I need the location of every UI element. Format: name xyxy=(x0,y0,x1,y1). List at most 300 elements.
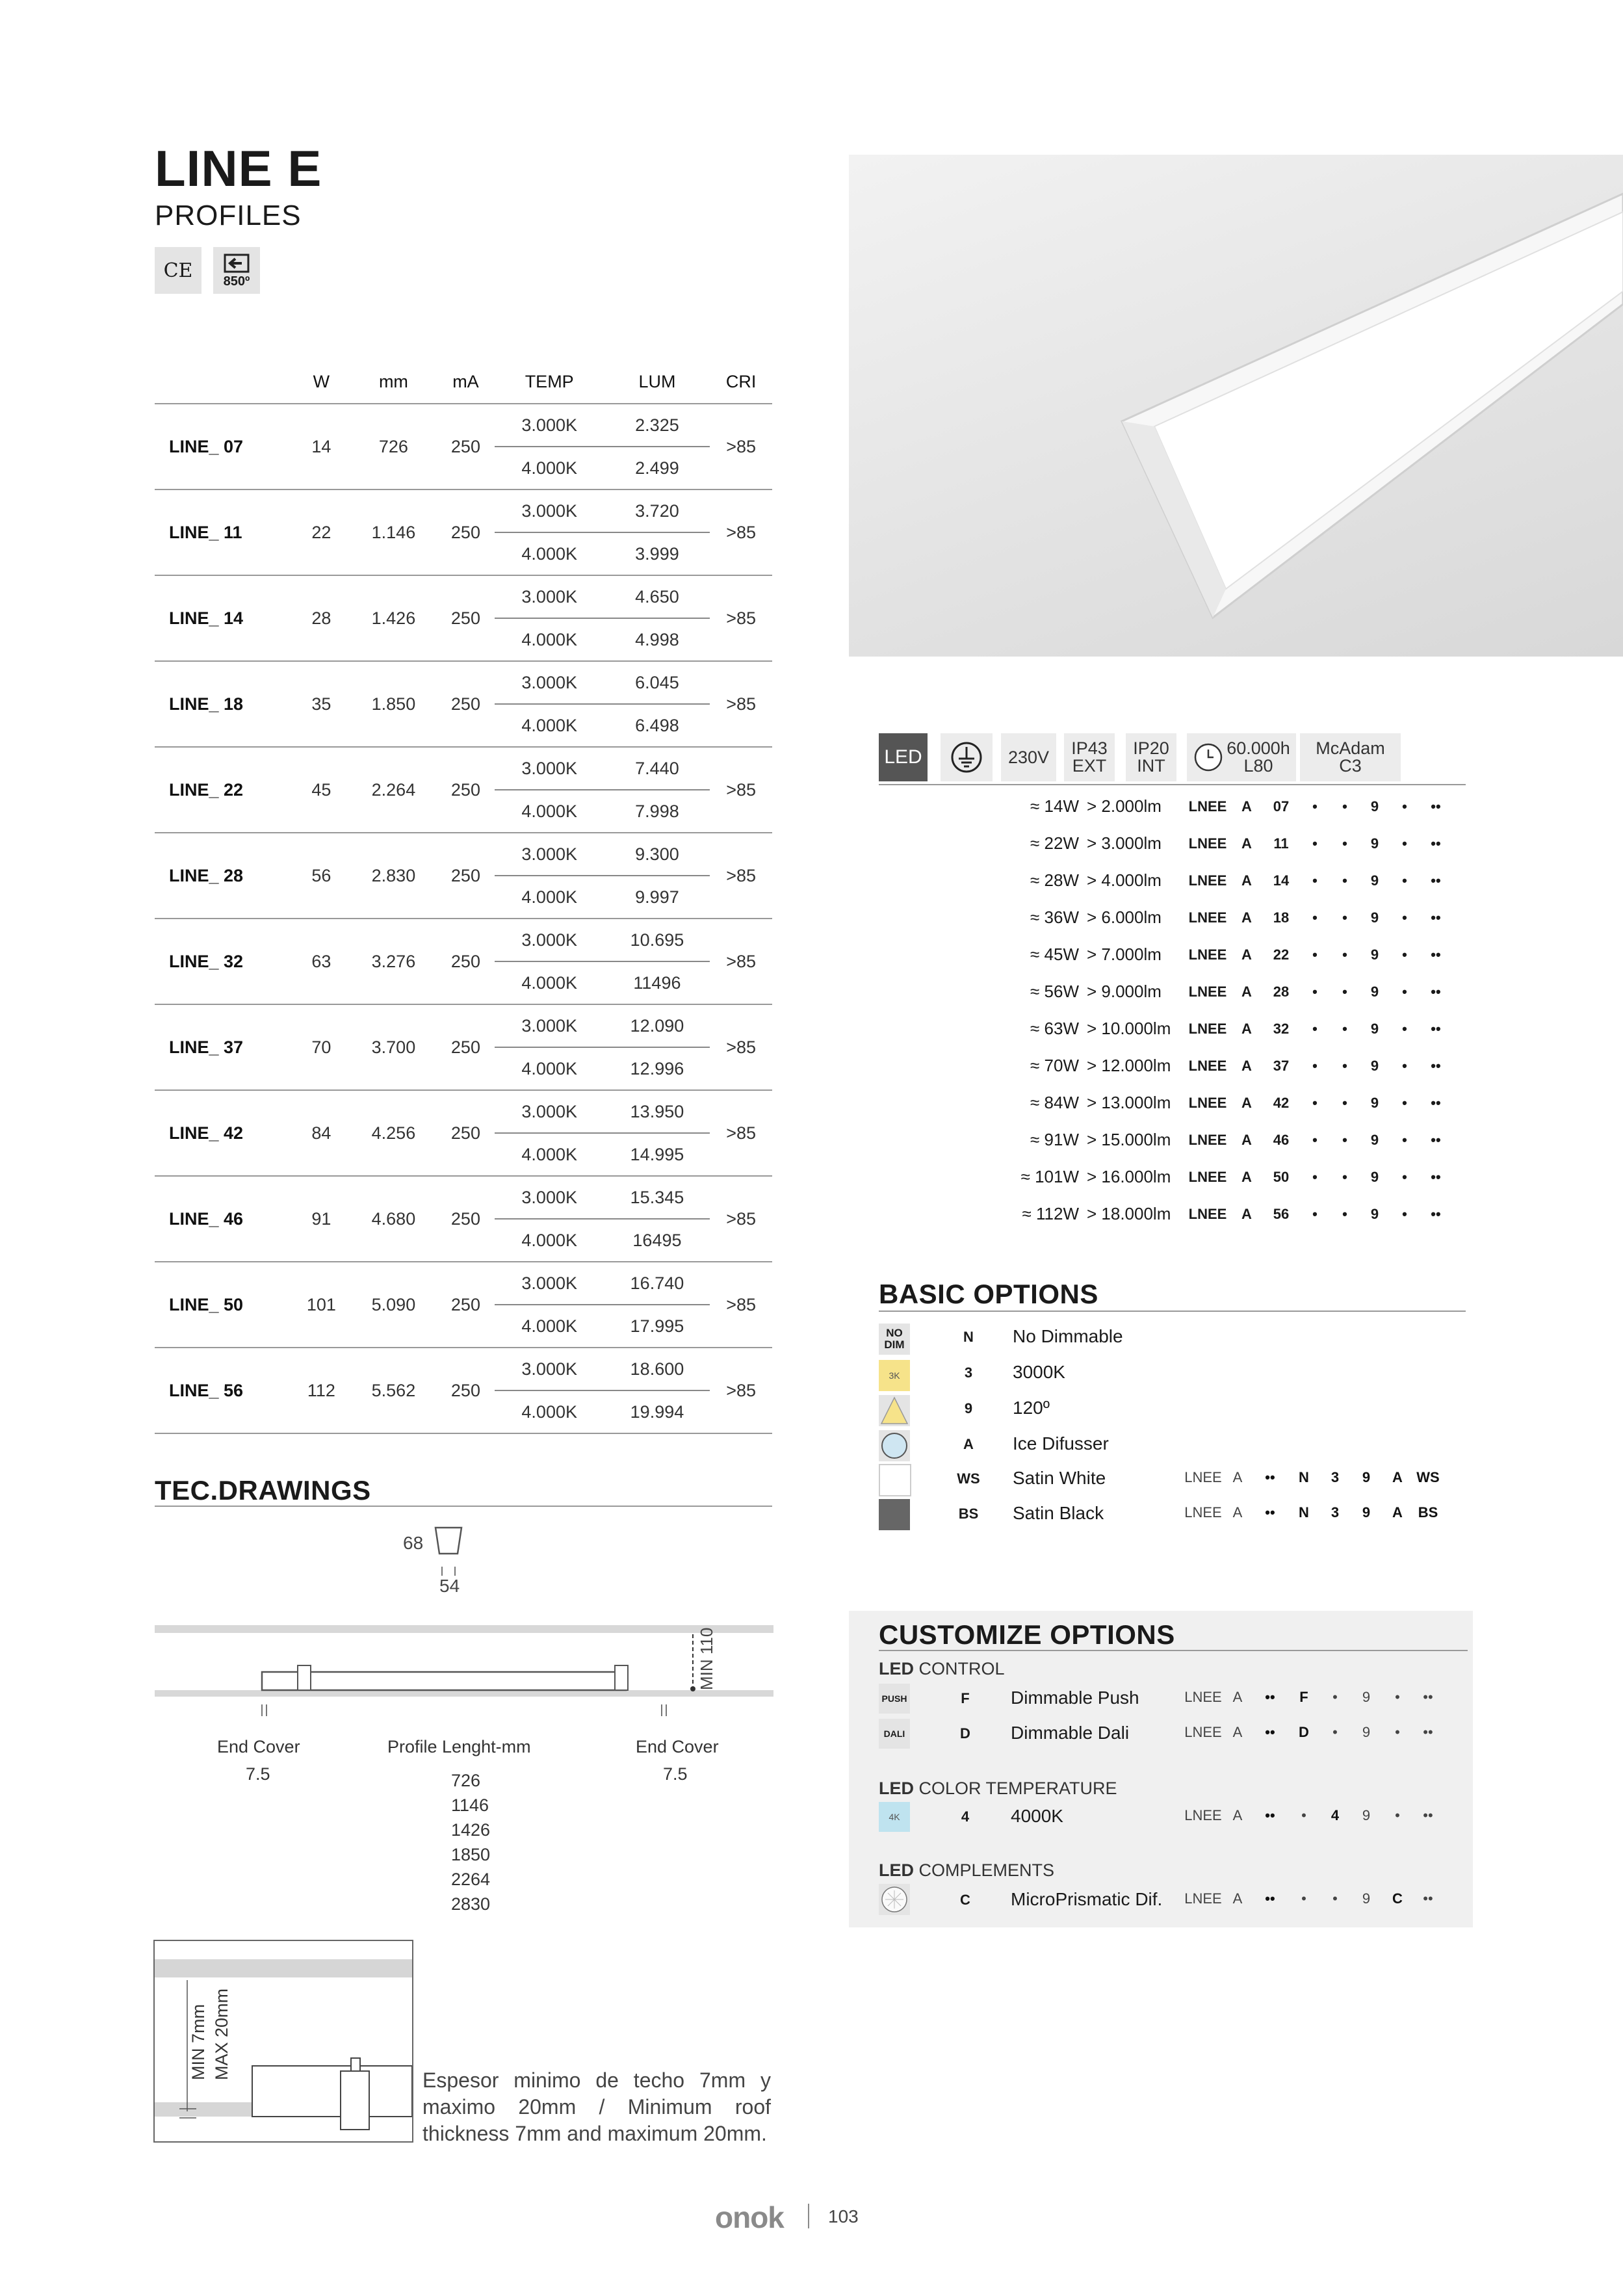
spec-model: LINE_ 07 xyxy=(155,404,292,489)
footer-divider xyxy=(808,2204,809,2228)
ref-code-part: •• xyxy=(1265,1890,1275,1907)
end-cover-left-value: 7.5 xyxy=(246,1764,270,1784)
spec-cri: >85 xyxy=(710,1090,772,1176)
ref-code-part: 9 xyxy=(1362,1807,1371,1823)
ref-code-part: 9 xyxy=(1362,1890,1371,1907)
code-part: • xyxy=(1312,909,1318,926)
ref-code-part: •• xyxy=(1423,1689,1433,1705)
spec-row xyxy=(155,575,772,618)
code-part: 9 xyxy=(1370,946,1379,963)
voltage-icon: 230V xyxy=(1001,733,1056,781)
code-part: •• xyxy=(1431,909,1441,926)
spec-cri: >85 xyxy=(710,833,772,919)
codes-table xyxy=(968,788,1452,1233)
spec-lum-3000: 13.950 xyxy=(604,1090,710,1133)
spec-model: LINE_ 22 xyxy=(155,747,292,833)
option-label-no-dimmable: No Dimmable xyxy=(1013,1326,1123,1346)
4k-icon: 4K xyxy=(879,1802,910,1832)
code-part: LNEE xyxy=(1188,983,1227,1000)
ref-code-part: •• xyxy=(1265,1504,1275,1520)
option-code-a: A xyxy=(963,1436,974,1452)
code-lumens: > 16.000lm xyxy=(1087,1167,1171,1186)
ref-code-part: LNEE xyxy=(1184,1469,1222,1485)
option-code-9: 9 xyxy=(964,1400,973,1416)
spec-temp-4000: 4.000K xyxy=(495,1047,604,1090)
ref-code-part: D xyxy=(1299,1724,1309,1740)
code-watts: ≈ 22W xyxy=(1030,833,1079,853)
code-part: LNEE xyxy=(1188,1131,1227,1148)
spec-row xyxy=(155,1090,772,1133)
control-label-dali: Dimmable Dali xyxy=(1011,1723,1130,1743)
spec-temp-3000: 3.000K xyxy=(495,919,604,961)
spec-temp-3000: 3.000K xyxy=(495,1348,604,1390)
ref-code-part: LNEE xyxy=(1184,1807,1222,1823)
spec-temp-4000: 4.000K xyxy=(495,790,604,833)
complement-code-c: C xyxy=(960,1892,970,1908)
option-label-120: 120º xyxy=(1013,1398,1050,1418)
code-part: • xyxy=(1342,1205,1347,1222)
spec-row xyxy=(155,489,772,532)
code-lumens: > 12.000lm xyxy=(1087,1056,1171,1075)
profile-length-item: 1426 xyxy=(451,1820,491,1840)
code-part: LNEE xyxy=(1188,1094,1227,1111)
spec-temp-4000: 4.000K xyxy=(495,532,604,575)
ip-ext-icon xyxy=(1064,733,1115,781)
ip-int-label: INT xyxy=(1137,756,1165,776)
microprismatic-pattern-icon xyxy=(879,1884,910,1915)
spec-lum-4000: 3.999 xyxy=(604,532,710,575)
code-part: 9 xyxy=(1370,1057,1379,1074)
spec-length-mm: 3.276 xyxy=(350,919,437,1004)
spec-header-cri: CRI xyxy=(710,361,772,404)
spec-model: LINE_ 42 xyxy=(155,1090,292,1176)
spec-temp-3000: 3.000K xyxy=(495,1262,604,1305)
code-part: •• xyxy=(1431,1168,1441,1185)
lifetime-rating: L80 xyxy=(1243,756,1273,776)
code-part: • xyxy=(1312,1168,1318,1185)
flame-arrow-icon xyxy=(222,252,251,274)
end-cover-right-label: End Cover xyxy=(636,1737,719,1756)
ref-code-part: 9 xyxy=(1362,1469,1371,1485)
option-code-ws: WS xyxy=(957,1470,980,1487)
section-height-label: 68 xyxy=(403,1533,424,1553)
ref-code-part: A xyxy=(1232,1504,1243,1520)
spec-length-mm: 2.264 xyxy=(350,747,437,833)
macadam-value: C3 xyxy=(1339,756,1362,776)
spec-watts: 14 xyxy=(292,404,350,489)
ref-code-part: 9 xyxy=(1362,1724,1371,1740)
ce-badge xyxy=(155,247,201,294)
led-word: LED xyxy=(879,1659,914,1678)
ref-code-part: C xyxy=(1392,1890,1403,1907)
spec-watts: 70 xyxy=(292,1004,350,1090)
code-part: 9 xyxy=(1370,1094,1379,1111)
profile-length-item: 2264 xyxy=(451,1870,491,1889)
ref-code-part: LNEE xyxy=(1184,1724,1222,1740)
code-row xyxy=(968,936,1452,973)
code-part: • xyxy=(1402,1094,1407,1111)
ref-code-part: WS xyxy=(1416,1469,1440,1485)
code-row xyxy=(968,1084,1452,1121)
code-row xyxy=(968,825,1452,862)
spec-temp-4000: 4.000K xyxy=(495,1390,604,1433)
ref-code-part: A xyxy=(1392,1504,1403,1520)
ref-code-part: •• xyxy=(1423,1807,1433,1823)
microprismatic-icon xyxy=(879,1884,910,1915)
ref-code-part: •• xyxy=(1423,1724,1433,1740)
spec-current-ma: 250 xyxy=(437,661,495,747)
code-part: • xyxy=(1342,1057,1347,1074)
dali-icon: DALI xyxy=(879,1719,910,1749)
code-part: • xyxy=(1402,835,1407,852)
spec-temp-3000: 3.000K xyxy=(495,1176,604,1219)
ref-code-part: •• xyxy=(1423,1890,1433,1907)
spec-watts: 56 xyxy=(292,833,350,919)
spec-lum-3000: 9.300 xyxy=(604,833,710,876)
spec-cri: >85 xyxy=(710,575,772,661)
ref-code-part: F xyxy=(1299,1689,1308,1705)
code-part: • xyxy=(1312,798,1318,815)
ref-code-part: A xyxy=(1232,1724,1243,1740)
spec-header-w: W xyxy=(292,361,350,404)
basic-options-divider xyxy=(879,1311,1466,1312)
ice-circle-icon xyxy=(879,1430,910,1461)
code-lumens: > 15.000lm xyxy=(1087,1130,1171,1149)
code-part: A xyxy=(1241,872,1252,889)
code-part: 28 xyxy=(1273,983,1290,1000)
macadam-icon xyxy=(1300,733,1401,781)
code-part: 11 xyxy=(1273,835,1289,852)
spec-header-ma: mA xyxy=(437,361,495,404)
code-part: • xyxy=(1312,1094,1318,1111)
code-part: LNEE xyxy=(1188,872,1227,889)
color-heading-text: COLOR TEMPERATURE xyxy=(918,1779,1117,1798)
code-part: • xyxy=(1342,872,1347,889)
code-part: •• xyxy=(1431,798,1441,815)
profile-length-item: 1146 xyxy=(451,1795,489,1815)
earth-ground-icon xyxy=(950,740,983,774)
code-part: 42 xyxy=(1273,1094,1290,1111)
spec-length-mm: 1.426 xyxy=(350,575,437,661)
code-row xyxy=(968,899,1452,936)
code-part: A xyxy=(1241,1131,1252,1148)
code-part: • xyxy=(1312,1131,1318,1148)
thickness-min-label: MIN 7mm xyxy=(188,2004,208,2080)
spec-row xyxy=(155,1348,772,1390)
code-part: 9 xyxy=(1370,983,1379,1000)
ref-code-4000k xyxy=(1183,1807,1443,1824)
ref-code-part: LNEE xyxy=(1184,1890,1222,1907)
footer-brand-logo: onok xyxy=(715,2200,784,2234)
option-code-bs: BS xyxy=(958,1506,979,1522)
spec-lum-4000: 6.498 xyxy=(604,704,710,747)
macadam-label: McAdam xyxy=(1316,738,1385,758)
product-photo xyxy=(849,155,1623,657)
spec-row xyxy=(155,1004,772,1047)
spec-watts: 84 xyxy=(292,1090,350,1176)
code-watts: ≈ 14W xyxy=(1030,796,1079,816)
spec-lum-4000: 9.997 xyxy=(604,876,710,919)
spec-length-mm: 726 xyxy=(350,404,437,489)
spec-watts: 91 xyxy=(292,1176,350,1262)
code-lumens: > 6.000lm xyxy=(1087,907,1162,927)
code-part: • xyxy=(1402,1057,1407,1074)
ref-code-part: •• xyxy=(1265,1724,1275,1740)
spec-model: LINE_ 56 xyxy=(155,1348,292,1433)
option-label-satin-white: Satin White xyxy=(1013,1468,1106,1488)
ref-code-part: • xyxy=(1395,1689,1400,1705)
ref-code-part: • xyxy=(1395,1724,1400,1740)
ref-code-satin-white xyxy=(1183,1469,1443,1486)
spec-model: LINE_ 11 xyxy=(155,489,292,575)
code-part: 9 xyxy=(1370,1020,1379,1037)
basic-options-title: BASIC OPTIONS xyxy=(879,1279,1098,1309)
clock-icon xyxy=(1193,742,1224,773)
color-heading xyxy=(879,1779,1117,1799)
code-part: 50 xyxy=(1273,1168,1290,1185)
customize-divider xyxy=(879,1650,1468,1651)
control-label-push: Dimmable Push xyxy=(1011,1688,1139,1708)
spec-lum-3000: 15.345 xyxy=(604,1176,710,1219)
code-part: 46 xyxy=(1273,1131,1290,1148)
control-heading-text: CONTROL xyxy=(918,1659,1005,1678)
spec-temp-3000: 3.000K xyxy=(495,661,604,704)
ce-mark: CE xyxy=(163,259,193,282)
spec-temp-4000: 4.000K xyxy=(495,1133,604,1176)
code-part: • xyxy=(1342,798,1347,815)
code-row xyxy=(968,1121,1452,1158)
spec-row xyxy=(155,747,772,790)
ref-code-part: •• xyxy=(1265,1469,1275,1485)
spec-lum-3000: 2.325 xyxy=(604,404,710,447)
spec-temp-3000: 3.000K xyxy=(495,1090,604,1133)
thickness-max-label: MAX 20mm xyxy=(212,1988,231,2080)
code-part: LNEE xyxy=(1188,835,1227,852)
ip-int-rating: IP20 xyxy=(1133,738,1169,758)
code-part: • xyxy=(1402,798,1407,815)
code-part: A xyxy=(1241,946,1252,963)
code-lumens: > 13.000lm xyxy=(1087,1093,1171,1112)
spec-temp-3000: 3.000K xyxy=(495,1004,604,1047)
spec-watts: 45 xyxy=(292,747,350,833)
spec-temp-4000: 4.000K xyxy=(495,704,604,747)
control-heading xyxy=(879,1659,1005,1679)
spec-lum-4000: 19.994 xyxy=(604,1390,710,1433)
ref-code-part: 3 xyxy=(1331,1469,1340,1485)
lifetime-hours: 60.000h xyxy=(1227,738,1290,758)
code-part: • xyxy=(1342,1094,1347,1111)
code-part: 9 xyxy=(1370,1205,1379,1222)
spec-length-mm: 4.680 xyxy=(350,1176,437,1262)
side-view-drawing xyxy=(155,1619,773,1723)
ref-code-part: • xyxy=(1332,1724,1338,1740)
beam-angle-icon xyxy=(879,1395,910,1426)
beam-triangle-icon xyxy=(879,1395,910,1426)
spec-temp-4000: 4.000K xyxy=(495,618,604,661)
code-part: •• xyxy=(1431,983,1441,1000)
code-part: A xyxy=(1241,909,1252,926)
ref-code-part: A xyxy=(1232,1890,1243,1907)
code-row xyxy=(968,862,1452,899)
ref-code-part: •• xyxy=(1265,1689,1275,1705)
profile-length-item: 2830 xyxy=(451,1894,491,1914)
icons-divider xyxy=(879,784,1466,785)
code-part: • xyxy=(1402,1020,1407,1037)
spec-cri: >85 xyxy=(710,404,772,489)
option-label-3000k: 3000K xyxy=(1013,1362,1065,1382)
spec-cri: >85 xyxy=(710,1176,772,1262)
spec-lum-4000: 12.996 xyxy=(604,1047,710,1090)
spec-header-lum: LUM xyxy=(604,361,710,404)
customize-title: CUSTOMIZE OPTIONS xyxy=(879,1619,1175,1650)
spec-cri: >85 xyxy=(710,919,772,1004)
ref-code-part: A xyxy=(1232,1469,1243,1485)
code-part: 32 xyxy=(1273,1020,1290,1037)
spec-lum-3000: 4.650 xyxy=(604,575,710,618)
code-row xyxy=(968,1158,1452,1195)
code-row xyxy=(968,973,1452,1010)
spec-header-mm: mm xyxy=(350,361,437,404)
code-part: A xyxy=(1241,798,1252,815)
profile-length-label: Profile Lenght-mm xyxy=(387,1737,531,1756)
spec-lum-3000: 18.600 xyxy=(604,1348,710,1390)
spec-watts: 28 xyxy=(292,575,350,661)
satin-white-swatch xyxy=(879,1464,911,1496)
code-part: 9 xyxy=(1370,872,1379,889)
profile-lengths-list xyxy=(451,1768,490,1916)
code-part: •• xyxy=(1431,1057,1441,1074)
code-part: 56 xyxy=(1273,1205,1290,1222)
code-part: • xyxy=(1312,1057,1318,1074)
code-part: • xyxy=(1312,1205,1318,1222)
code-part: 22 xyxy=(1273,946,1290,963)
lifetime-text xyxy=(1227,740,1290,775)
spec-current-ma: 250 xyxy=(437,489,495,575)
code-watts: ≈ 70W xyxy=(1030,1056,1079,1075)
code-part: 9 xyxy=(1370,1131,1379,1148)
code-part: LNEE xyxy=(1188,1057,1227,1074)
spec-table xyxy=(155,361,772,1434)
code-row xyxy=(968,788,1452,825)
ceiling-thickness-caption: Espesor minimo de techo 7mm y maximo 20mm / Minimum roof thickness 7mm and maximum 20mm. xyxy=(422,2068,771,2145)
code-part: LNEE xyxy=(1188,1020,1227,1037)
ref-code-part: LNEE xyxy=(1184,1689,1222,1705)
spec-cri: >85 xyxy=(710,661,772,747)
code-lumens: > 2.000lm xyxy=(1087,796,1162,816)
page-title: LINE E xyxy=(155,140,322,197)
spec-header-temp: TEMP xyxy=(495,361,604,404)
spec-lum-3000: 10.695 xyxy=(604,919,710,961)
spec-current-ma: 250 xyxy=(437,919,495,1004)
spec-row xyxy=(155,1176,772,1219)
option-label-satin-black: Satin Black xyxy=(1013,1503,1104,1523)
spec-cri: >85 xyxy=(710,1262,772,1348)
code-lumens: > 9.000lm xyxy=(1087,982,1162,1001)
spec-lum-4000: 11496 xyxy=(604,961,710,1004)
control-code-d: D xyxy=(960,1725,970,1742)
ref-code-part: • xyxy=(1395,1807,1400,1823)
spec-current-ma: 250 xyxy=(437,575,495,661)
spec-temp-4000: 4.000K xyxy=(495,1219,604,1262)
spec-model: LINE_ 37 xyxy=(155,1004,292,1090)
page-subtitle: PROFILES xyxy=(155,200,302,231)
code-part: •• xyxy=(1431,1020,1441,1037)
code-part: •• xyxy=(1431,1205,1441,1222)
code-row xyxy=(968,1047,1452,1084)
spec-lum-4000: 2.499 xyxy=(604,447,710,489)
no-dim-icon: NO DIM xyxy=(879,1324,910,1355)
spec-header-row xyxy=(155,361,772,404)
spec-length-mm: 4.256 xyxy=(350,1090,437,1176)
code-part: •• xyxy=(1431,872,1441,889)
spec-temp-3000: 3.000K xyxy=(495,489,604,532)
ref-code-part: 4 xyxy=(1331,1807,1340,1823)
ref-code-satin-black xyxy=(1183,1504,1443,1521)
spec-model: LINE_ 46 xyxy=(155,1176,292,1262)
spec-row xyxy=(155,833,772,876)
spec-lum-3000: 6.045 xyxy=(604,661,710,704)
ref-code-dali xyxy=(1183,1724,1443,1741)
spec-length-mm: 2.830 xyxy=(350,833,437,919)
ref-code-part: 9 xyxy=(1362,1689,1371,1705)
code-part: • xyxy=(1312,1020,1318,1037)
end-cover-right-value: 7.5 xyxy=(663,1764,688,1784)
code-part: • xyxy=(1402,1205,1407,1222)
code-watts: ≈ 91W xyxy=(1030,1130,1079,1149)
code-part: A xyxy=(1241,1205,1252,1222)
ref-code-part: • xyxy=(1332,1890,1338,1907)
spec-current-ma: 250 xyxy=(437,1090,495,1176)
spec-current-ma: 250 xyxy=(437,1176,495,1262)
control-code-f: F xyxy=(961,1690,970,1706)
temperature-value: 850º xyxy=(223,274,250,289)
spec-model: LINE_ 32 xyxy=(155,919,292,1004)
spec-lum-4000: 4.998 xyxy=(604,618,710,661)
ref-code-microprismatic xyxy=(1183,1890,1443,1907)
ip-ext-label: EXT xyxy=(1072,756,1107,776)
code-row xyxy=(968,1195,1452,1233)
spec-model: LINE_ 28 xyxy=(155,833,292,919)
ref-code-push xyxy=(1183,1689,1443,1706)
code-lumens: > 10.000lm xyxy=(1087,1019,1171,1038)
code-part: •• xyxy=(1431,835,1441,852)
option-code-n: N xyxy=(963,1329,974,1345)
spec-header-model xyxy=(155,361,292,404)
spec-lum-4000: 7.998 xyxy=(604,790,710,833)
code-part: 9 xyxy=(1370,1168,1379,1185)
spec-cri: >85 xyxy=(710,1004,772,1090)
code-lumens: > 7.000lm xyxy=(1087,945,1162,964)
page-number: 103 xyxy=(828,2206,859,2226)
code-part: A xyxy=(1241,1020,1252,1037)
spec-current-ma: 250 xyxy=(437,1004,495,1090)
ref-code-part: 3 xyxy=(1331,1504,1340,1520)
ref-code-part: • xyxy=(1301,1807,1306,1823)
code-watts: ≈ 84W xyxy=(1030,1093,1079,1112)
ground-icon xyxy=(941,733,993,781)
code-part: • xyxy=(1402,909,1407,926)
diffuser-icon xyxy=(879,1430,910,1461)
code-part: •• xyxy=(1431,1094,1441,1111)
3k-icon: 3K xyxy=(879,1360,910,1391)
ref-code-part: LNEE xyxy=(1184,1504,1222,1520)
code-part: 9 xyxy=(1370,835,1379,852)
ref-code-part: •• xyxy=(1265,1807,1275,1823)
option-code-3: 3 xyxy=(964,1364,973,1381)
code-part: •• xyxy=(1431,1131,1441,1148)
spec-temp-3000: 3.000K xyxy=(495,404,604,447)
temperature-badge xyxy=(213,247,260,294)
